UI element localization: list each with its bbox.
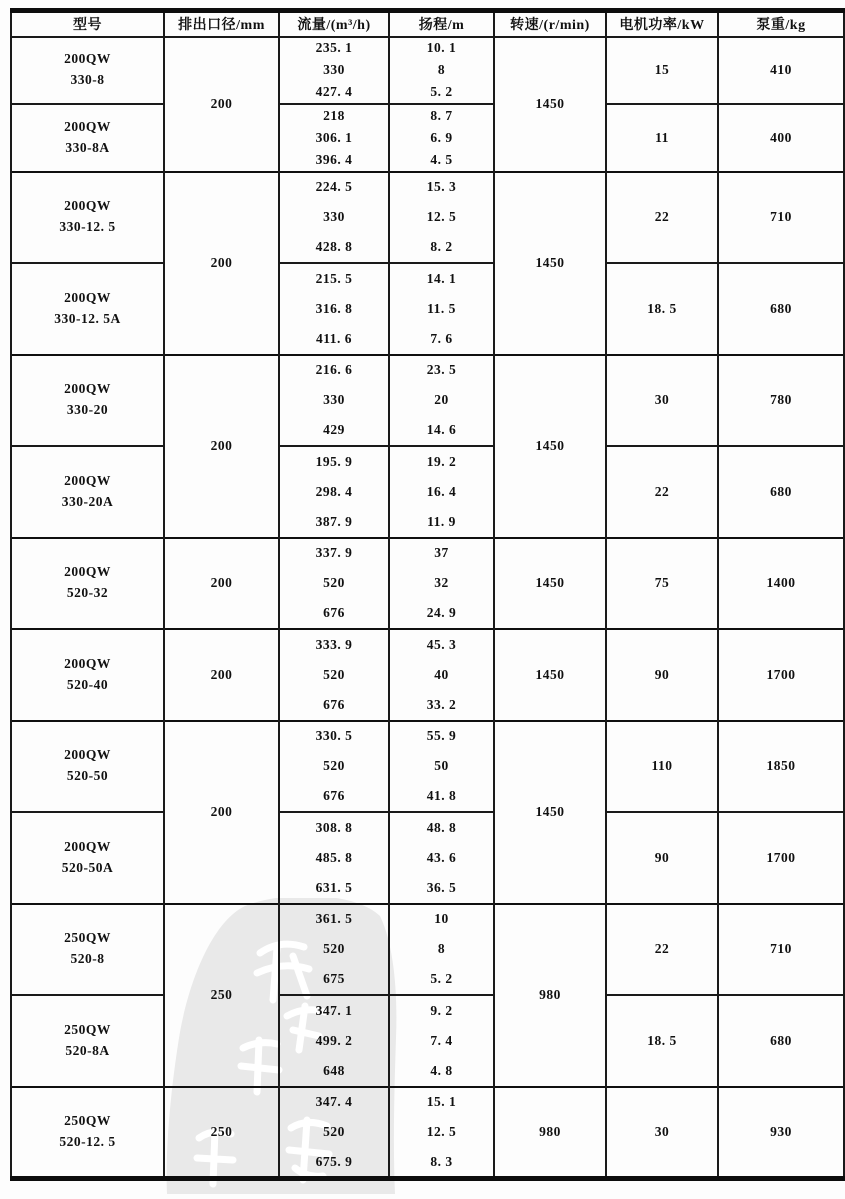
cell-weight: 410	[718, 37, 844, 105]
cell-head: 40	[389, 660, 494, 691]
col-header-flow: 流量/(m³/h)	[279, 11, 389, 37]
cell-weight: 710	[718, 904, 844, 996]
model-series: 200QW	[64, 381, 111, 397]
cell-head: 23. 5	[389, 355, 494, 386]
cell-flow: 216. 6	[279, 355, 389, 386]
cell-flow: 520	[279, 568, 389, 599]
cell-power: 15	[606, 37, 718, 105]
cell-speed: 1450	[494, 629, 606, 721]
cell-head: 4. 5	[389, 149, 494, 172]
model-series: 200QW	[64, 198, 111, 214]
cell-head: 19. 2	[389, 446, 494, 477]
model-size: 520-50	[66, 768, 109, 784]
pump-table-body	[11, 37, 844, 1179]
cell-model	[11, 263, 164, 355]
cell-speed: 980	[494, 1087, 606, 1179]
cell-flow: 330	[279, 385, 389, 416]
cell-flow: 298. 4	[279, 477, 389, 508]
cell-flow: 520	[279, 1117, 389, 1148]
cell-model	[11, 37, 164, 105]
model-size: 330-8A	[65, 139, 110, 155]
model-series: 250QW	[64, 1021, 111, 1037]
cell-head: 9. 2	[389, 995, 494, 1026]
cell-model	[11, 1087, 164, 1179]
cell-flow: 347. 4	[279, 1087, 389, 1118]
cell-head: 43. 6	[389, 843, 494, 874]
cell-head: 5. 2	[389, 82, 494, 105]
model-size: 520-8	[70, 951, 105, 967]
cell-power: 22	[606, 172, 718, 264]
cell-flow: 330	[279, 202, 389, 233]
cell-head: 8. 3	[389, 1148, 494, 1179]
cell-weight: 930	[718, 1087, 844, 1179]
model-size: 520-50A	[61, 859, 114, 875]
model-series: 200QW	[64, 51, 111, 67]
cell-speed: 1450	[494, 538, 606, 630]
cell-model	[11, 104, 164, 172]
cell-flow: 396. 4	[279, 149, 389, 172]
cell-head: 48. 8	[389, 812, 494, 843]
cell-head: 15. 3	[389, 172, 494, 203]
model-series: 250QW	[64, 930, 111, 946]
cell-power: 30	[606, 355, 718, 447]
cell-power: 90	[606, 812, 718, 904]
table-row	[11, 263, 844, 294]
cell-flow: 235. 1	[279, 37, 389, 60]
model-size: 330-20	[66, 402, 109, 418]
cell-flow: 520	[279, 751, 389, 782]
model-series: 200QW	[64, 289, 111, 305]
cell-head: 36. 5	[389, 873, 494, 904]
cell-flow: 675	[279, 965, 389, 996]
cell-flow: 676	[279, 782, 389, 813]
cell-model	[11, 812, 164, 904]
cell-weight: 780	[718, 355, 844, 447]
cell-speed: 1450	[494, 355, 606, 538]
cell-weight: 680	[718, 263, 844, 355]
cell-flow: 676	[279, 599, 389, 630]
cell-head: 8	[389, 59, 494, 82]
cell-weight: 400	[718, 104, 844, 172]
cell-flow: 330. 5	[279, 721, 389, 752]
cell-diameter: 200	[164, 355, 279, 538]
model-size: 520-12. 5	[59, 1133, 116, 1149]
cell-head: 12. 5	[389, 202, 494, 233]
cell-head: 10	[389, 904, 494, 935]
cell-model	[11, 995, 164, 1087]
cell-flow: 520	[279, 934, 389, 965]
cell-head: 16. 4	[389, 477, 494, 508]
table-row	[11, 446, 844, 477]
model-series: 200QW	[64, 472, 111, 488]
cell-head: 5. 2	[389, 965, 494, 996]
model-series: 200QW	[64, 564, 111, 580]
cell-weight: 1850	[718, 721, 844, 813]
cell-diameter: 250	[164, 1087, 279, 1179]
cell-power: 22	[606, 446, 718, 538]
table-row	[11, 355, 844, 386]
model-size: 330-8	[70, 72, 105, 88]
table-row	[11, 172, 844, 203]
cell-head: 24. 9	[389, 599, 494, 630]
cell-diameter: 200	[164, 629, 279, 721]
cell-power: 18. 5	[606, 263, 718, 355]
cell-flow: 224. 5	[279, 172, 389, 203]
table-header	[11, 11, 844, 37]
cell-flow: 330	[279, 59, 389, 82]
cell-head: 7. 6	[389, 324, 494, 355]
cell-flow: 215. 5	[279, 263, 389, 294]
cell-head: 37	[389, 538, 494, 569]
cell-model	[11, 172, 164, 264]
cell-weight: 680	[718, 995, 844, 1087]
cell-head: 8. 2	[389, 233, 494, 264]
cell-model	[11, 721, 164, 813]
cell-model	[11, 446, 164, 538]
cell-flow: 387. 9	[279, 507, 389, 538]
model-size: 520-40	[66, 676, 109, 692]
cell-head: 8. 7	[389, 104, 494, 127]
model-size: 520-32	[66, 585, 109, 601]
col-header-diameter: 排出口径/mm	[164, 11, 279, 37]
cell-model	[11, 904, 164, 996]
col-header-head: 扬程/m	[389, 11, 494, 37]
cell-head: 55. 9	[389, 721, 494, 752]
cell-head: 12. 5	[389, 1117, 494, 1148]
cell-power: 75	[606, 538, 718, 630]
cell-head: 6. 9	[389, 127, 494, 150]
cell-flow: 306. 1	[279, 127, 389, 150]
cell-diameter: 200	[164, 721, 279, 904]
cell-model	[11, 355, 164, 447]
cell-head: 14. 1	[389, 263, 494, 294]
cell-flow: 648	[279, 1056, 389, 1087]
cell-head: 50	[389, 751, 494, 782]
cell-head: 45. 3	[389, 629, 494, 660]
cell-flow: 308. 8	[279, 812, 389, 843]
cell-diameter: 200	[164, 538, 279, 630]
model-size: 520-8A	[65, 1042, 110, 1058]
cell-flow: 316. 8	[279, 294, 389, 325]
cell-flow: 218	[279, 104, 389, 127]
cell-speed: 1450	[494, 721, 606, 904]
cell-head: 4. 8	[389, 1056, 494, 1087]
cell-power: 110	[606, 721, 718, 813]
cell-flow: 676	[279, 690, 389, 721]
cell-flow: 631. 5	[279, 873, 389, 904]
cell-diameter: 200	[164, 37, 279, 172]
cell-head: 15. 1	[389, 1087, 494, 1118]
table-row	[11, 1087, 844, 1118]
cell-flow: 347. 1	[279, 995, 389, 1026]
cell-head: 32	[389, 568, 494, 599]
table-row	[11, 104, 844, 127]
model-series: 200QW	[64, 838, 111, 854]
cell-weight: 680	[718, 446, 844, 538]
cell-speed: 980	[494, 904, 606, 1087]
cell-power: 11	[606, 104, 718, 172]
col-header-weight: 泵重/kg	[718, 11, 844, 37]
model-size: 330-20A	[61, 493, 114, 509]
cell-diameter: 250	[164, 904, 279, 1087]
cell-speed: 1450	[494, 37, 606, 172]
pump-specs-table	[10, 8, 845, 1181]
cell-weight: 1700	[718, 629, 844, 721]
cell-head: 20	[389, 385, 494, 416]
cell-head: 11. 5	[389, 294, 494, 325]
cell-power: 90	[606, 629, 718, 721]
cell-power: 22	[606, 904, 718, 996]
cell-head: 11. 9	[389, 507, 494, 538]
table-row	[11, 904, 844, 935]
table-row	[11, 37, 844, 60]
cell-flow: 429	[279, 416, 389, 447]
cell-head: 33. 2	[389, 690, 494, 721]
cell-model	[11, 538, 164, 630]
cell-model	[11, 629, 164, 721]
table-row	[11, 538, 844, 569]
cell-diameter: 200	[164, 172, 279, 355]
cell-flow: 337. 9	[279, 538, 389, 569]
cell-flow: 520	[279, 660, 389, 691]
model-size: 330-12. 5A	[54, 310, 121, 326]
cell-flow: 675. 9	[279, 1148, 389, 1179]
cell-flow: 333. 9	[279, 629, 389, 660]
model-series: 200QW	[64, 747, 111, 763]
col-header-speed: 转速/(r/min)	[494, 11, 606, 37]
cell-flow: 428. 8	[279, 233, 389, 264]
cell-weight: 1700	[718, 812, 844, 904]
cell-head: 7. 4	[389, 1026, 494, 1057]
cell-power: 18. 5	[606, 995, 718, 1087]
cell-flow: 411. 6	[279, 324, 389, 355]
cell-flow: 361. 5	[279, 904, 389, 935]
model-series: 250QW	[64, 1112, 111, 1128]
table-row	[11, 629, 844, 660]
table-row	[11, 995, 844, 1026]
cell-head: 14. 6	[389, 416, 494, 447]
cell-flow: 499. 2	[279, 1026, 389, 1057]
cell-power: 30	[606, 1087, 718, 1179]
cell-head: 41. 8	[389, 782, 494, 813]
cell-weight: 710	[718, 172, 844, 264]
model-series: 200QW	[64, 655, 111, 671]
cell-head: 10. 1	[389, 37, 494, 60]
model-size: 330-12. 5	[59, 219, 116, 235]
cell-weight: 1400	[718, 538, 844, 630]
model-series: 200QW	[64, 118, 111, 134]
col-header-model: 型号	[11, 11, 164, 37]
cell-flow: 195. 9	[279, 446, 389, 477]
cell-head: 8	[389, 934, 494, 965]
cell-flow: 485. 8	[279, 843, 389, 874]
col-header-power: 电机功率/kW	[606, 11, 718, 37]
cell-flow: 427. 4	[279, 82, 389, 105]
cell-speed: 1450	[494, 172, 606, 355]
table-row	[11, 721, 844, 752]
table-row	[11, 812, 844, 843]
